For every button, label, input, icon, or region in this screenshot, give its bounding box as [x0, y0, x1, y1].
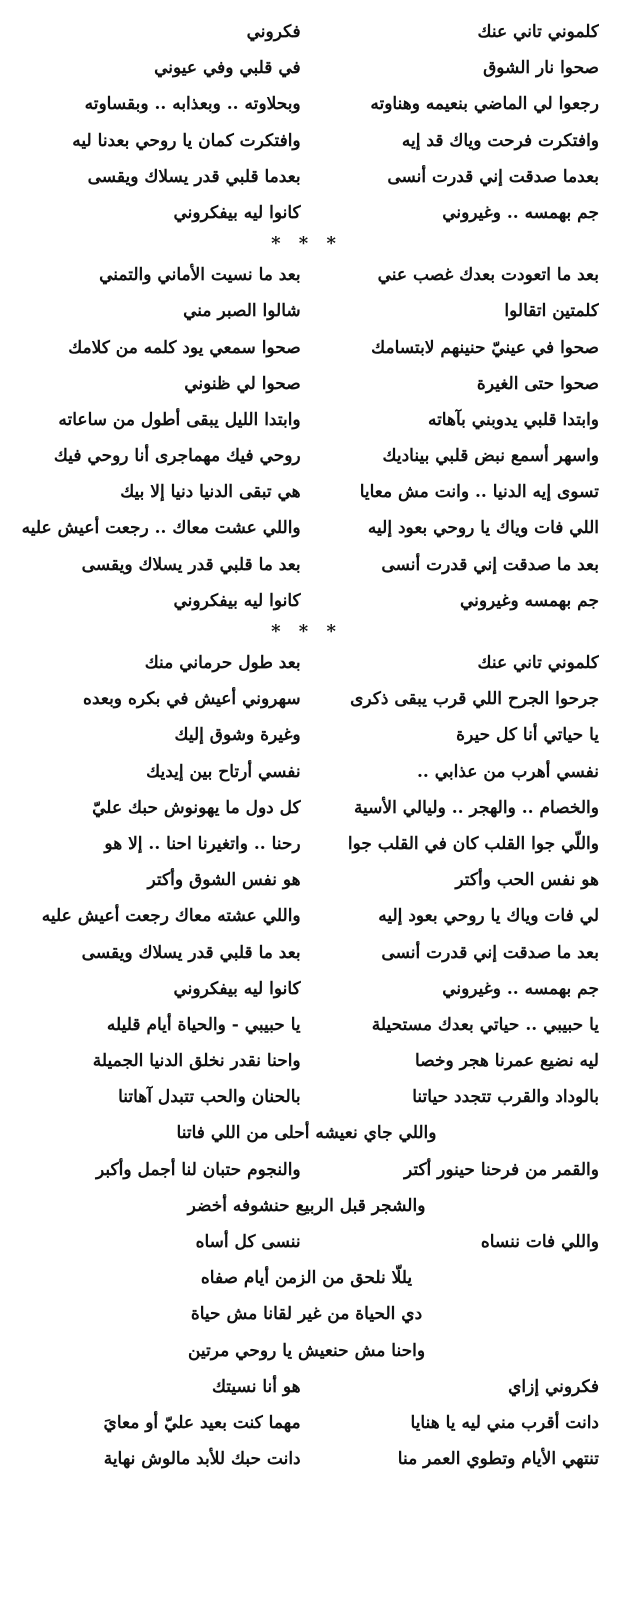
verse-second-hemistich: بالحنان والحب تتبدل آهاتنا	[118, 1087, 301, 1108]
verse-line	[14, 50, 599, 86]
verse-first-hemistich: يا حياتي أنا كل حيرة	[456, 725, 599, 746]
verse-first-hemistich: جرحوا الجرح اللي قرب يبقى ذكرى	[350, 689, 599, 710]
verse-line	[14, 1441, 599, 1477]
verse-second-hemistich: بعدما قلبي قدر يسلاك ويقسى	[87, 166, 301, 187]
verse-line	[14, 366, 599, 402]
verse-second-hemistich: رحنا .. واتغيرنا احنا .. إلا هو	[104, 833, 301, 854]
verse-line	[14, 971, 599, 1007]
verse-first-hemistich: ليه نضيع عمرنا هجر وخصا	[415, 1051, 599, 1072]
verse-second-hemistich: سهروني أعيش في بكره وبعده	[83, 689, 301, 710]
verse-line	[14, 645, 599, 681]
verse-second-hemistich: وبحلاوته .. وبعذابه .. وبقساوته	[84, 94, 301, 115]
verse-second-hemistich: هو أنا نسيتك	[211, 1376, 301, 1397]
verse-second-hemistich: هو نفس الشوق وأكتر	[147, 870, 301, 891]
verse-line	[14, 935, 599, 971]
verse-line	[14, 159, 599, 195]
stanza-1	[14, 14, 599, 231]
verse-second-hemistich: في قلبي وفي عيوني	[154, 58, 301, 79]
verse-first-hemistich: والقمر من فرحنا حينور أكتر	[403, 1159, 599, 1180]
verse-first-hemistich: واللي فات ننساه	[480, 1232, 599, 1252]
verse-first-hemistich: بالوداد والقرب تتجدد حياتنا	[412, 1087, 599, 1108]
verse-line	[14, 790, 599, 826]
verse-second-hemistich: بعد ما قلبي قدر يسلاك ويقسى	[81, 942, 301, 963]
verse-first-hemistich: صحوا حتى الغيرة	[476, 373, 599, 394]
stanza-separator: * * *	[271, 621, 342, 642]
verse-line	[14, 826, 599, 862]
verse-first-hemistich: صحوا في عينيّ حنينهم لابتسامك	[371, 337, 599, 358]
verse-first-hemistich: بعد ما صدقت إني قدرت أنسى	[381, 942, 599, 963]
verse-second-hemistich: وابتدا الليل يبقى أطول من ساعاته	[58, 409, 301, 430]
verse-second-hemistich: صحوا لي ظنوني	[184, 373, 301, 394]
verse-first-hemistich: كلمتين اتقالوا	[504, 301, 599, 322]
verse-second-hemistich: بعد طول حرماني منك	[144, 653, 301, 673]
verse-line	[14, 257, 599, 293]
centered-verse: يللّا نلحق من الزمن أيام صفاه	[200, 1268, 413, 1289]
verse-line	[14, 1224, 599, 1260]
verse-line	[14, 402, 599, 438]
verse-first-hemistich: كلموني تاني عنك	[477, 22, 599, 42]
verse-first-hemistich: يا حبيبي .. حياتي بعدك مستحيلة	[371, 1014, 599, 1035]
verse-first-hemistich: دانت أقرب مني ليه يا هنايا	[410, 1412, 599, 1433]
verse-line	[14, 583, 599, 619]
verse-first-hemistich: جم بهمسه وغيروني	[459, 590, 599, 611]
centered-verse: واحنا مش حنعيش يا روحي مرتين	[187, 1340, 426, 1361]
verse-line	[14, 123, 599, 159]
verse-line	[14, 195, 599, 231]
verse-line	[14, 898, 599, 934]
verse-first-hemistich: وابتدا قلبي يدوبني بآهاته	[427, 409, 599, 430]
verse-second-hemistich: واللي عشته معاك رجعت أعيش عليه	[41, 906, 301, 927]
verse-first-hemistich: رجعوا لي الماضي بنعيمه وهناوته	[370, 94, 599, 115]
verse-second-hemistich: شالوا الصبر مني	[183, 301, 301, 322]
verse-line	[14, 1152, 599, 1188]
verse-second-hemistich: مهما كنت بعيد عليّ أو معايَ	[103, 1412, 301, 1433]
verse-line	[14, 86, 599, 122]
stanza-2	[14, 257, 599, 619]
verse-line	[14, 438, 599, 474]
verse-second-hemistich: بعد ما قلبي قدر يسلاك ويقسى	[81, 554, 301, 575]
verse-line	[14, 547, 599, 583]
verse-first-hemistich: بعدما صدقت إني قدرت أنسى	[387, 166, 599, 187]
centered-verse: واللي جاي نعيشه أحلى من اللي فاتنا	[176, 1123, 437, 1144]
verse-line	[14, 754, 599, 790]
verse-line	[14, 474, 599, 510]
verse-second-hemistich: واحنا نقدر نخلق الدنيا الجميلة	[92, 1051, 301, 1072]
verse-first-hemistich: بعد ما صدقت إني قدرت أنسى	[381, 554, 599, 575]
verse-second-hemistich: واللي عشت معاك .. رجعت أعيش عليه	[21, 518, 301, 539]
verse-second-hemistich: يا حبيبي - والحياة أيام قليله	[106, 1014, 301, 1035]
verse-second-hemistich: بعد ما نسيت الأماني والتمني	[99, 265, 301, 286]
verse-line	[14, 330, 599, 366]
verse-first-hemistich: واسهر أسمع نبض قلبي بيناديك	[382, 446, 599, 467]
verse-second-hemistich: كانوا ليه بيفكروني	[173, 590, 301, 611]
verse-second-hemistich: والنجوم حتبان لنا أجمل وأكبر	[96, 1159, 301, 1180]
verse-first-hemistich: والخصام .. والهجر .. وليالي الأسية	[353, 797, 599, 818]
verse-line	[14, 681, 599, 717]
verse-first-hemistich: بعد ما اتعودت بعدك غصب عني	[377, 265, 599, 286]
verse-line	[14, 862, 599, 898]
verse-first-hemistich: اللي فات وياك يا روحي بعود إليه	[367, 518, 599, 539]
verse-second-hemistich: وافتكرت كمان يا روحي بعدنا ليه	[72, 130, 301, 151]
verse-first-hemistich: فكروني إزاي	[508, 1376, 599, 1397]
verse-first-hemistich: تسوى إيه الدنيا .. وانت مش معايا	[359, 482, 599, 503]
verse-line	[14, 1405, 599, 1441]
verse-first-hemistich: تنتهي الأيام وتطوي العمر منا	[397, 1449, 599, 1470]
verse-line	[14, 1369, 599, 1405]
verse-second-hemistich: نفسي أرتاح بين إيديك	[146, 761, 301, 782]
verse-first-hemistich: هو نفس الحب وأكتر	[455, 870, 599, 891]
verse-second-hemistich: كل دول ما يهونوش حبك عليّ	[92, 797, 301, 818]
verse-second-hemistich: دانت حبك للأبد مالوش نهاية	[103, 1449, 301, 1470]
verse-line	[14, 717, 599, 753]
verse-line	[14, 14, 599, 50]
verse-second-hemistich: فكروني	[246, 22, 301, 42]
stanza-3	[14, 645, 599, 1477]
verse-first-hemistich: صحوا نار الشوق	[483, 58, 599, 79]
verse-line	[14, 1007, 599, 1043]
verse-second-hemistich: روحي فيك مهماجرى أنا روحي فيك	[53, 446, 301, 467]
verse-line	[14, 1079, 599, 1115]
verse-first-hemistich: لي فات وياك يا روحي بعود إليه	[378, 906, 599, 927]
centered-verse: والشجر قبل الربيع حنشوفه أخضر	[187, 1195, 426, 1216]
verse-first-hemistich: كلموني تاني عنك	[477, 653, 599, 673]
verse-second-hemistich: ننسى كل أساه	[195, 1232, 301, 1252]
verse-first-hemistich: جم بهمسه .. وغيروني	[442, 202, 599, 223]
verse-first-hemistich: نفسي أهرب من عذابي ..	[417, 761, 599, 782]
verse-second-hemistich: كانوا ليه بيفكروني	[173, 978, 301, 999]
verse-second-hemistich: كانوا ليه بيفكروني	[173, 202, 301, 223]
verse-first-hemistich: وافتكرت فرحت وياك قد إيه	[401, 130, 599, 151]
verse-second-hemistich: وغيرة وشوق إليك	[174, 725, 301, 746]
verse-line	[14, 293, 599, 329]
verse-line	[14, 1043, 599, 1079]
stanza-separator: * * *	[271, 233, 342, 255]
centered-verse: دي الحياة من غير لقانا مش حياة	[190, 1304, 423, 1325]
verse-line	[14, 510, 599, 546]
verse-second-hemistich: صحوا سمعي يود كلمه من كلامك	[68, 337, 301, 358]
verse-first-hemistich: واللّي جوا القلب كان في القلب جوا	[347, 833, 599, 854]
verse-second-hemistich: هي تبقى الدنيا دنيا إلا بيك	[120, 482, 301, 503]
verse-first-hemistich: جم بهمسه .. وغيروني	[442, 978, 599, 999]
